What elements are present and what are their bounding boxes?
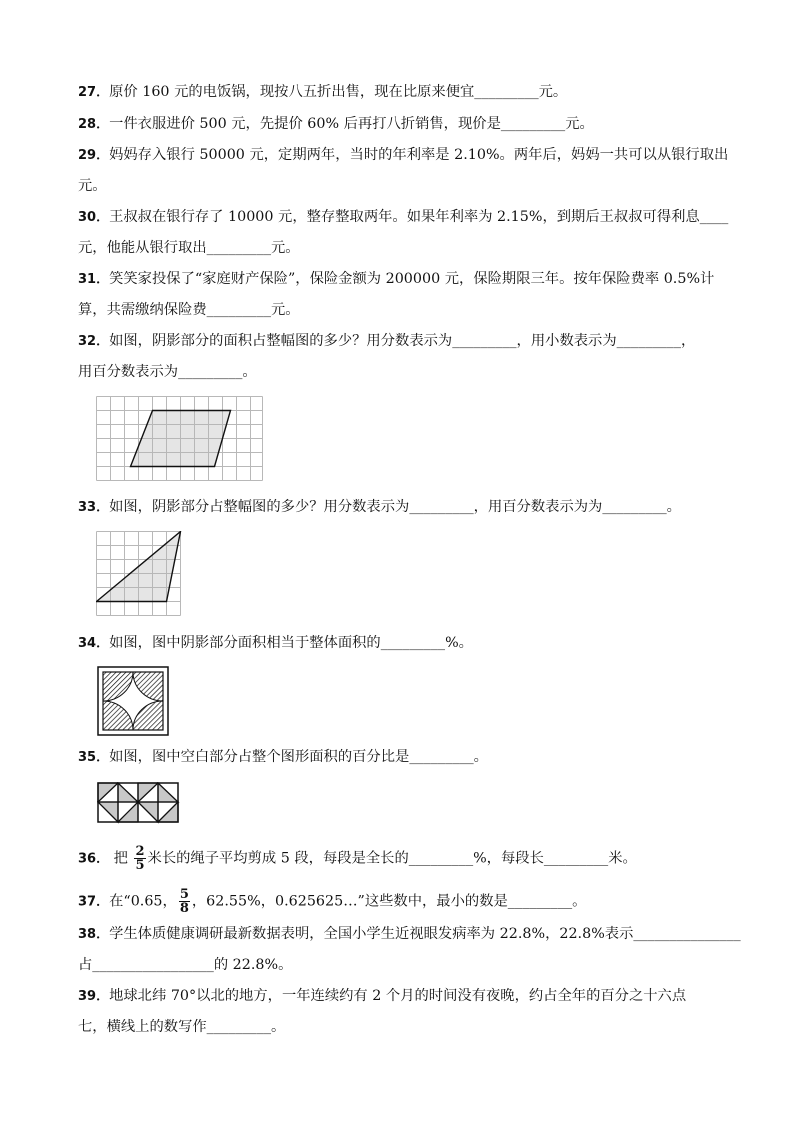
question-29 bbox=[78, 146, 728, 165]
question-37 bbox=[78, 888, 586, 915]
question-number: 27． bbox=[78, 85, 110, 100]
fraction bbox=[134, 845, 145, 872]
question-text-pre: 在“0.65， bbox=[109, 893, 177, 910]
question-number: 30． bbox=[78, 210, 110, 225]
question-text-line1: 如图，阴影部分的面积占整幅图的多少？用分数表示为_________，用小数表示为_________， bbox=[109, 333, 696, 349]
question-text: 如图，阴影部分占整幅图的多少？用分数表示为_________，用百分数表示为为_________。 bbox=[109, 499, 681, 515]
question-text-line2: 元。 bbox=[78, 178, 107, 194]
fraction-denominator: 5 bbox=[135, 858, 145, 873]
question-text-post: ，62.55%，0.625625…”这些数中，最小的数是_________。 bbox=[191, 893, 587, 910]
question-text-line2: 元，他能从银行取出_________元。 bbox=[78, 240, 300, 256]
question-39-cont bbox=[78, 1018, 285, 1036]
question-number: 28． bbox=[78, 117, 110, 132]
question-32-cont bbox=[78, 363, 257, 381]
question-text-line1: 地球北纬 70°以北的地方，一年连续约有 2 个月的时间没有夜晚，约占全年的百分之十六点 bbox=[109, 988, 687, 1004]
shaded-parallelogram bbox=[131, 411, 231, 467]
question-30-cont bbox=[78, 239, 300, 257]
question-text-line2: 用百分数表示为_________。 bbox=[78, 364, 257, 380]
question-text-line1: 王叔叔在银行存了 10000 元，整存整取两年。如果年利率为 2.15%，到期后王叔叔可得利息____ bbox=[109, 209, 729, 225]
question-27 bbox=[78, 83, 567, 102]
question-text-line2: 算，共需缴纳保险费_________元。 bbox=[78, 302, 300, 318]
question-number: 39． bbox=[78, 989, 110, 1004]
question-number: 29． bbox=[78, 148, 110, 163]
fraction-numerator: 2 bbox=[135, 844, 145, 859]
question-number: 31． bbox=[78, 272, 110, 287]
triangle-grid-figure bbox=[96, 531, 182, 617]
question-31-cont bbox=[78, 301, 300, 319]
question-number: 37． bbox=[78, 894, 110, 910]
question-text: 原价 160 元的电饭锅，现按八五折出售，现在比原来便宜_________元。 bbox=[109, 84, 568, 100]
question-33 bbox=[78, 498, 681, 517]
question-number: 32． bbox=[78, 334, 110, 349]
question-38-cont bbox=[78, 956, 292, 974]
question-number: 35． bbox=[78, 750, 110, 765]
question-text-line1: 妈妈存入银行 50000 元，定期两年，当时的年利率是 2.10%。两年后，妈妈一共可以从银行取出 bbox=[109, 147, 729, 163]
question-29-cont bbox=[78, 177, 107, 195]
question-38 bbox=[78, 925, 741, 944]
question-text-line1: 学生体质健康调研最新数据表明，全国小学生近视眼发病率为 22.8%，22.8%表示_______________ bbox=[109, 926, 741, 942]
question-number: 34． bbox=[78, 636, 110, 651]
question-28 bbox=[78, 115, 594, 134]
question-text-line2: 占_________________的 22.8%。 bbox=[78, 957, 293, 973]
quarter-circles-figure bbox=[97, 666, 169, 736]
parallelogram-grid-figure bbox=[96, 396, 264, 482]
question-34 bbox=[78, 634, 473, 653]
question-text: 如图，图中阴影部分面积相当于整体面积的_________%。 bbox=[109, 635, 473, 651]
question-32 bbox=[78, 332, 695, 351]
question-text-pre: 把 bbox=[113, 850, 128, 867]
question-text-post: 米长的绳子平均剪成 5 段，每段是全长的_________%，每段长_________米。 bbox=[147, 850, 637, 867]
triangle-strip-figure bbox=[97, 782, 183, 824]
fraction-denominator: 8 bbox=[179, 901, 189, 916]
question-text-line1: 笑笑家投保了“家庭财产保险”，保险金额为 200000 元，保险期限三年。按年保险费率 0.5%计 bbox=[109, 271, 715, 287]
fraction-numerator: 5 bbox=[179, 887, 189, 902]
question-36 bbox=[78, 845, 637, 872]
fraction bbox=[179, 888, 190, 915]
question-39 bbox=[78, 987, 686, 1006]
question-text: 一件衣服进价 500 元，先提价 60% 后再打八折销售，现价是_________元。 bbox=[109, 116, 594, 132]
question-text-line2: 七，横线上的数写作_________。 bbox=[78, 1019, 286, 1035]
question-30 bbox=[78, 208, 728, 227]
question-text: 如图，图中空白部分占整个图形面积的百分比是_________。 bbox=[109, 749, 488, 765]
question-number: 33． bbox=[78, 500, 110, 515]
question-number: 38． bbox=[78, 927, 110, 942]
question-number: 36． bbox=[78, 851, 110, 867]
question-35 bbox=[78, 748, 488, 767]
question-31 bbox=[78, 270, 714, 289]
